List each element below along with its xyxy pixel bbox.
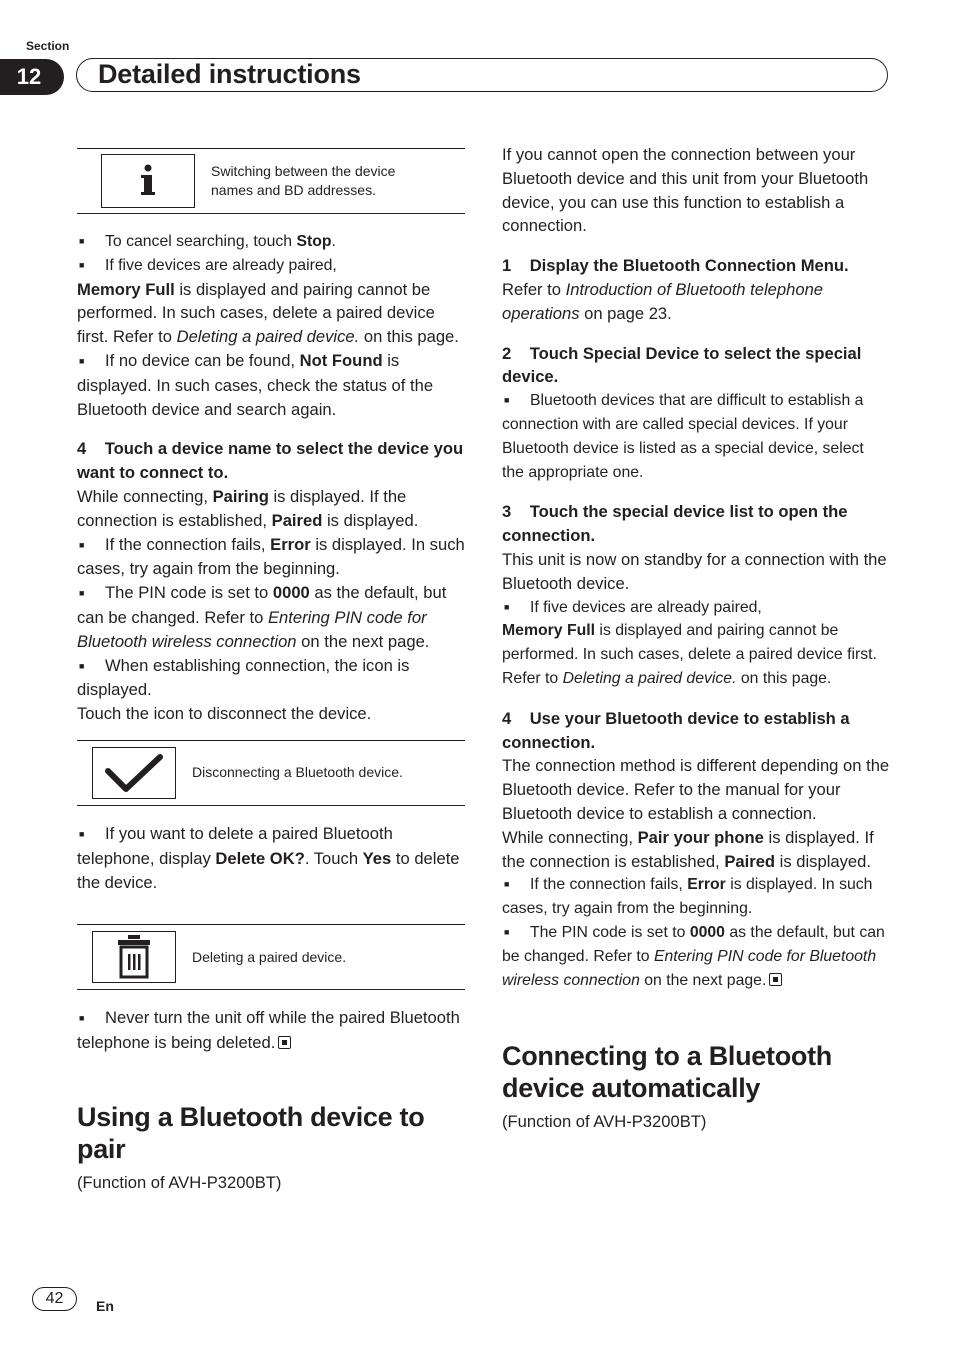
right-column: [502, 143, 890, 1134]
step-2-heading: 2 Touch Special Device to select the special device.: [502, 343, 862, 387]
page-number: 42: [32, 1287, 77, 1311]
disconnect-text: Touch the icon to disconnect the device.: [77, 704, 372, 724]
intro-text: If you cannot open the connection between your Bluetooth device and this unit from your Bluetooth device, you can use this function to establish a connection.: [502, 145, 869, 236]
end-mark-icon: [278, 1036, 291, 1049]
disconnect-icon-box: [77, 740, 465, 806]
bullet-five-devices: ■ If five devices are already paired,: [77, 254, 465, 278]
info-icon-box: [77, 148, 465, 214]
function-note: (Function of AVH-P3200BT): [502, 1112, 707, 1132]
bullet-error: ■ If the connection fails, Error is displayed. In such cases, try again from the beginning.: [502, 873, 890, 921]
bullet-pin: ■ The PIN code is set to 0000 as the default, but can be changed. Refer to Entering PIN code for Bluetooth wireless connection on the next page.: [502, 921, 890, 992]
pair-your-phone-text: While connecting, Pair your phone is displayed. If the connection is established, Paired is displayed.: [502, 827, 874, 871]
memory-full-text: Memory Full is displayed and pairing cannot be performed. In such cases, delete a paired device first. Refer to Deleting a paired device. on this page.: [502, 622, 877, 687]
section-number-badge: 12: [0, 59, 64, 95]
end-mark-icon: [769, 973, 782, 986]
trash-icon: [92, 931, 176, 983]
special-devices-bullet: ■ Bluetooth devices that are difficult to establish a connection with are called special devices. If your Bluetooth device is listed as a special device, select the appropriate one.: [502, 389, 890, 484]
bullet-error: ■ If the connection fails, Error is displayed. In such cases, try again from the beginning.: [77, 533, 465, 582]
left-column: [77, 148, 465, 1195]
info-icon: [101, 154, 195, 208]
bullet-not-found: ■ If no device can be found, Not Found is displayed. In such cases, check the status of the Bluetooth device and search again.: [77, 349, 465, 421]
bullet-stop: ■ To cancel searching, touch Stop.: [77, 230, 465, 254]
delete-icon-box: [77, 924, 465, 990]
checkmark-icon: [92, 747, 176, 799]
connection-method-text: The connection method is different depending on the Bluetooth device. Refer to the manual for your Bluetooth device to establish a connection.: [502, 756, 890, 823]
bullet-pin: ■ The PIN code is set to 0000 as the default, but can be changed. Refer to Entering PIN code for Bluetooth wireless connection on the next page.: [77, 581, 465, 653]
step-3-heading: 3 Touch the special device list to open the connection.: [502, 502, 848, 546]
bullet-never-turn-off: ■ Never turn the unit off while the paired Bluetooth telephone is being deleted.: [77, 1006, 465, 1055]
step-4-heading: 4 Touch a device name to select the device you want to connect to.: [77, 439, 464, 483]
step-1-heading: 1 Display the Bluetooth Connection Menu.: [502, 256, 849, 276]
bullet-icon-displayed: ■ When establishing connection, the icon is displayed.: [77, 654, 465, 703]
bullet-five-devices: ■ If five devices are already paired,: [502, 596, 890, 620]
caption-line: Switching between the device: [211, 163, 396, 179]
section-label: Section: [26, 39, 70, 53]
caption-line: names and BD addresses.: [211, 182, 376, 198]
connecting-text: While connecting, Pairing is displayed. If the connection is established, Paired is displayed.: [77, 486, 419, 530]
step-1-text: Refer to Introduction of Bluetooth telephone operations on page 23.: [502, 279, 824, 323]
delete-caption: Deleting a paired device.: [192, 948, 347, 965]
standby-text: This unit is now on standby for a connection with the Bluetooth device.: [502, 549, 887, 593]
section-heading-pair: Using a Bluetooth device to pair: [77, 1101, 425, 1164]
info-icon-caption: [211, 162, 395, 200]
language-label: En: [96, 1298, 114, 1314]
disconnect-caption: Disconnecting a Bluetooth device.: [192, 764, 403, 781]
section-heading-auto-connect: Connecting to a Bluetooth device automatically: [502, 1041, 832, 1104]
page-title: Detailed instructions: [98, 59, 361, 89]
function-note: (Function of AVH-P3200BT): [77, 1172, 282, 1192]
step-4-heading: 4 Use your Bluetooth device to establish a connection.: [502, 708, 850, 752]
bullet-delete: ■ If you want to delete a paired Bluetooth telephone, display Delete OK?. Touch Yes to delete the device.: [77, 822, 465, 894]
memory-full-text: Memory Full is displayed and pairing cannot be performed. In such cases, delete a paired device first. Refer to Deleting a paired device. on this page.: [77, 279, 459, 347]
